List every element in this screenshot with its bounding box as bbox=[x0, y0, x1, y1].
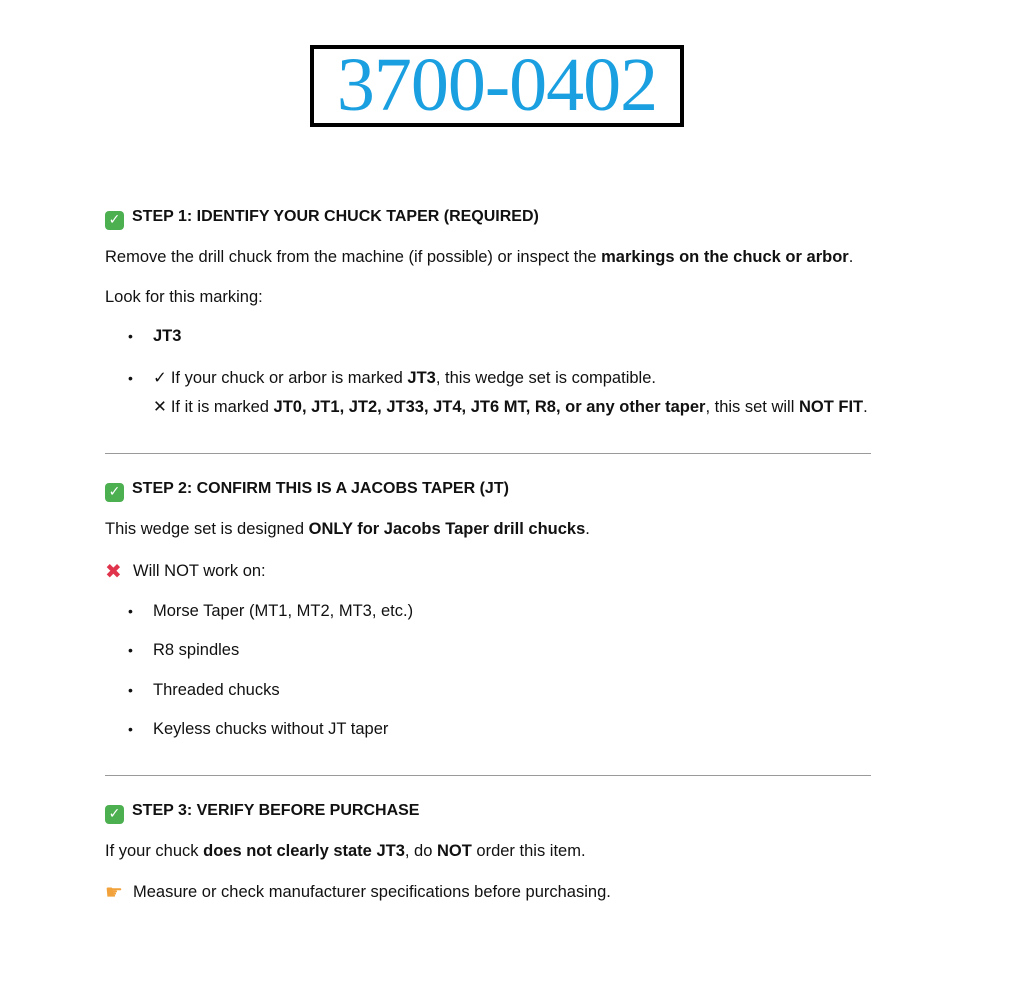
step2-intro-suffix: . bbox=[585, 520, 590, 538]
step2-intro-text: This wedge set is designed bbox=[105, 520, 309, 538]
step3-line1-suffix: order this item. bbox=[471, 842, 586, 860]
bullet: • bbox=[128, 328, 133, 344]
step1-incompatible-bold2: NOT FIT bbox=[798, 398, 864, 416]
step2-heading-row bbox=[105, 478, 509, 502]
check-mark-button-icon: ✓ bbox=[105, 483, 124, 502]
divider bbox=[105, 453, 871, 454]
part-number: 3700-0402 bbox=[336, 43, 658, 127]
bullet: • bbox=[128, 721, 133, 737]
step2-item: Morse Taper (MT1, MT2, MT3, etc.) bbox=[153, 602, 414, 620]
step3-line2-row bbox=[105, 881, 611, 903]
step3-line1-text: If your chuck bbox=[105, 842, 204, 860]
part-number-box bbox=[310, 45, 684, 127]
step2-item: Threaded chucks bbox=[153, 681, 280, 699]
step3-line2: Measure or check manufacturer specifications before purchasing. bbox=[133, 883, 611, 901]
step1-incompatible bbox=[153, 396, 868, 418]
check-mark-button-icon: ✓ bbox=[105, 211, 124, 230]
step3-heading-row bbox=[105, 800, 419, 824]
step2-intro bbox=[105, 518, 590, 540]
step1-compatible-text: If your chuck or arbor is marked bbox=[170, 369, 408, 387]
cross-mark-icon: ✕ bbox=[153, 397, 167, 416]
pointing-right-hand-icon: ☛ bbox=[105, 880, 123, 904]
step2-not-work-row bbox=[105, 560, 266, 582]
step1-incompatible-text: If it is marked bbox=[170, 398, 274, 416]
step2-item: Keyless chucks without JT taper bbox=[153, 720, 389, 738]
step1-incompatible-suffix: . bbox=[863, 398, 868, 416]
bullet: • bbox=[128, 370, 133, 386]
step3-line1-middle: , do bbox=[404, 842, 437, 860]
step1-compatible-suffix: , this wedge set is compatible. bbox=[435, 369, 656, 387]
step1-heading-row bbox=[105, 206, 539, 230]
bullet: • bbox=[128, 603, 133, 619]
check-mark-icon: ✓ bbox=[153, 368, 167, 387]
step1-marking: JT3 bbox=[153, 327, 182, 345]
red-cross-icon: ✖ bbox=[105, 559, 122, 583]
step1-look-for: Look for this marking: bbox=[105, 288, 263, 306]
divider bbox=[105, 775, 871, 776]
step1-incompatible-middle: , this set will bbox=[705, 398, 799, 416]
step3-line1 bbox=[105, 840, 586, 862]
step1-incompatible-bold: JT0, JT1, JT2, JT33, JT4, JT6 MT, R8, or any other taper bbox=[273, 398, 706, 416]
step2-heading: STEP 2: CONFIRM THIS IS A JACOBS TAPER (JT) bbox=[132, 480, 509, 497]
step1-compatible-bold: JT3 bbox=[407, 369, 436, 387]
step3-line1-bold: does not clearly state JT3 bbox=[203, 842, 405, 860]
check-mark-button-icon: ✓ bbox=[105, 805, 124, 824]
bullet: • bbox=[128, 642, 133, 658]
bullet: • bbox=[128, 682, 133, 698]
step1-intro-text: Remove the drill chuck from the machine (if possible) or inspect the bbox=[105, 248, 602, 266]
step3-heading: STEP 3: VERIFY BEFORE PURCHASE bbox=[132, 802, 420, 819]
step1-compatible bbox=[153, 367, 656, 389]
step1-intro-suffix: . bbox=[848, 248, 854, 266]
step2-intro-bold: ONLY for Jacobs Taper drill chucks bbox=[308, 520, 586, 538]
step1-heading: STEP 1: IDENTIFY YOUR CHUCK TAPER (REQUIRED) bbox=[132, 208, 539, 225]
step1-intro-bold: markings on the chuck or arbor bbox=[601, 248, 849, 266]
step3-line1-bold2: NOT bbox=[436, 842, 472, 860]
step1-intro bbox=[105, 246, 853, 268]
step2-item: R8 spindles bbox=[153, 641, 240, 659]
step2-not-work: Will NOT work on: bbox=[133, 562, 266, 580]
